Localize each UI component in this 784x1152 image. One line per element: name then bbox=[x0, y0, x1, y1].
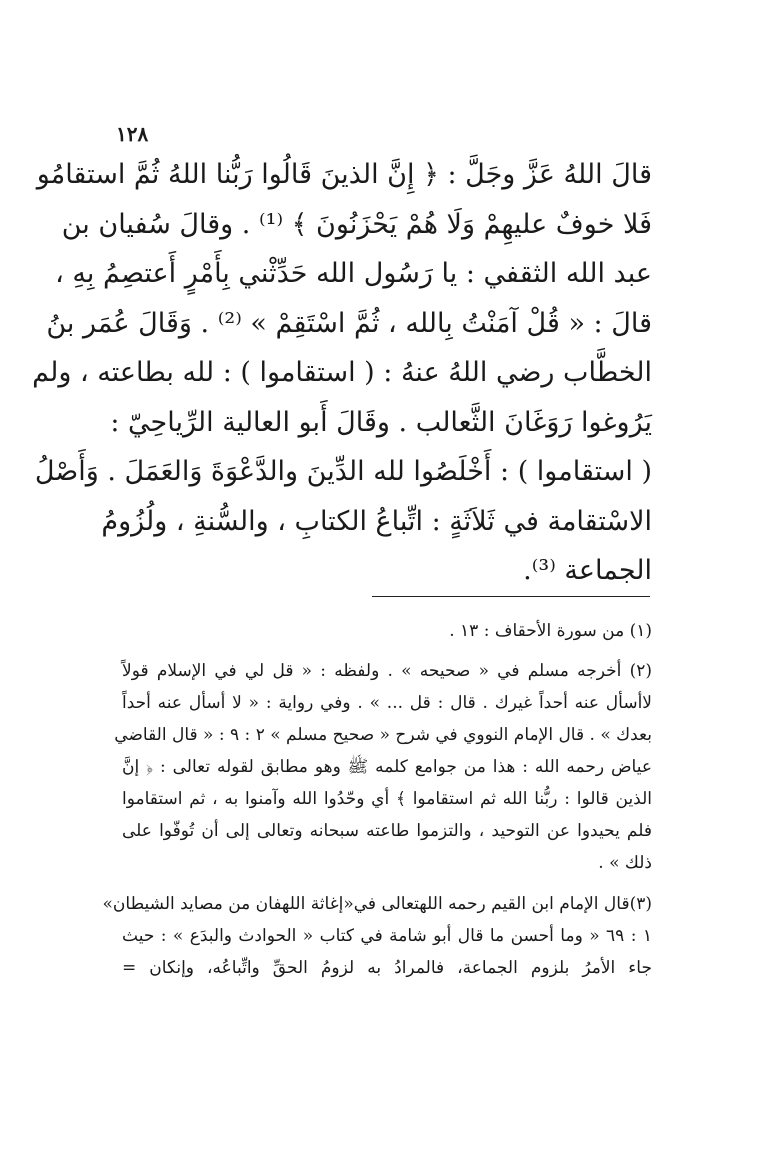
footnote-2 bbox=[114, 655, 652, 879]
main-line: قالَ : « قُلْ آمَنْتُ بِالله ، ثُمَّ اسْتَقِمْ » ⁽²⁾ . وَقَالَ عُمَر بنُ bbox=[46, 307, 652, 339]
footnote-line: ١ : ٦٩ « وما أحسن ما قال أبو شامة في كتاب « الحوادث والبدَع » : حيث bbox=[122, 926, 652, 946]
main-line: يَرُوغوا رَوَغَانَ الثَّعالب . وقَالَ أَبو العالية الرِّياحِيّ : bbox=[110, 406, 652, 438]
footnote-3 bbox=[102, 888, 652, 984]
footnote-line: بعدك » . قال الإمام النووي في شرح « صحيح مسلم » ٢ : ٩ : « قال القاضي bbox=[114, 725, 652, 745]
main-line: عبد الله الثقفي : يا رَسُول الله حَدِّثْني بِأَمْرٍ أَعتصِمُ بِهِ ، bbox=[55, 258, 652, 289]
main-line: الجماعة ⁽³⁾. bbox=[523, 555, 652, 586]
footnote-line: ذلك » . bbox=[598, 853, 652, 873]
page-number: ١٢٨ bbox=[116, 122, 149, 146]
main-line: قالَ اللهُ عَزَّ وجَلَّ : ﴿ إِنَّ الذينَ قَالُوا رَبُّنا اللهُ ثُمَّ استقامُو bbox=[36, 159, 652, 190]
footnote-line: الذين قالوا : ربُّنا الله ثم استقاموا ﴾ أي وحّدُوا الله وآمنوا به ، ثم استقاموا bbox=[122, 789, 652, 809]
footnote-1 bbox=[122, 615, 652, 647]
footnote-line: لاأسأل عنه أحداً غيرك . قال : قل ... » . وفي رواية : « لا أسأل عنه أحداً bbox=[122, 693, 652, 713]
main-line: ( استقاموا ) : أَخْلَصُوا لله الدِّينَ والدَّعْوَةَ وَالعَمَلَ . وَأَصْلُ bbox=[34, 456, 652, 487]
main-line: الخطَّاب رضي اللهُ عنهُ : ( استقاموا ) : لله بطاعته ، ولم bbox=[32, 357, 652, 388]
footnote-line: (٣)قال الإمام ابن القيم رحمه اللهتعالى في«إغاثة اللهفان من مصايد الشيطان» bbox=[102, 894, 652, 914]
footnote-line: عياض رحمه الله : هذا من جوامع كلمه ﷺ وهو مطابق لقوله تعالى : ﴿ إنَّ bbox=[122, 757, 652, 777]
main-text bbox=[32, 150, 652, 596]
main-line: فَلا خوفٌ عليهِمْ وَلَا هُمْ يَحْزَنُونَ ﴾ ⁽¹⁾ . وقالَ سُفيان بن bbox=[61, 208, 652, 240]
footnote-line: جاء الأمرُ بلزوم الجماعة، فالمرادُ به لزومُ الحقِّ واتِّباعُه، وإنكان = bbox=[122, 958, 652, 978]
footnote-line: فلم يحيدوا عن التوحيد ، والتزموا طاعته سبحانه وتعالى إلى أن تُوفّوا على bbox=[122, 821, 652, 841]
footnote-line: (٢) أخرجه مسلم في « صحيحه » . ولفظه : « قل لي في الإسلام قولاً bbox=[122, 661, 652, 681]
footnote-separator bbox=[372, 596, 650, 597]
main-line: الاسْتقامة في ثَلاَثَةٍ : اتِّباعُ الكتابِ ، والسُّنةِ ، ولُزُومُ bbox=[101, 505, 652, 537]
footnote-line: (١) من سورة الأحقاف : ١٣ . bbox=[449, 621, 652, 641]
